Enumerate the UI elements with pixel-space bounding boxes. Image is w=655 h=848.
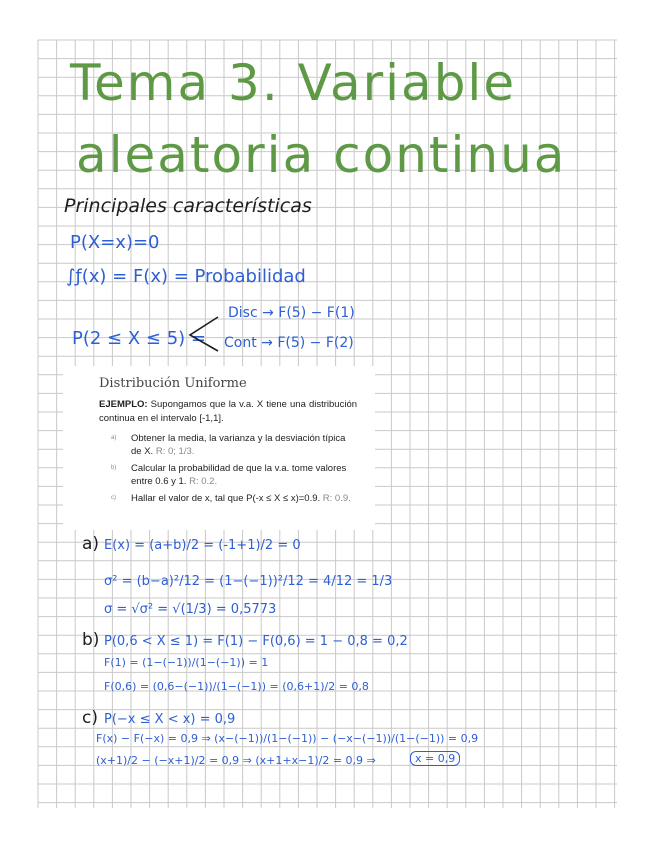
section-subtitle: Principales características <box>64 195 312 217</box>
solution-c-label: c) <box>82 708 98 728</box>
solution-b-f06: F(0,6) = (0,6−(−1))/(1−(−1)) = (0,6+1)/2 = 0,8 <box>104 680 369 693</box>
uniform-distribution-card <box>63 366 375 530</box>
item-answer: R: 0; 1/3. <box>155 446 195 457</box>
page-title-line-1: Tema 3. Variable <box>70 54 517 112</box>
solution-b-main: P(0,6 < X ≤ 1) = F(1) − F(0,6) = 1 − 0,8 = 0,2 <box>104 634 408 649</box>
item-text: Obtener la media, la varianza y la desviación típica de X. <box>131 433 346 457</box>
card-item-c <box>111 492 357 505</box>
item-text: Calcular la probabilidad de que la v.a. tome valores entre 0.6 y 1. <box>131 463 347 487</box>
note-continuous-case: Cont → F(5) − F(2) <box>224 335 354 351</box>
note-integral: ∫ƒ(x) = F(x) = Probabilidad <box>66 266 306 287</box>
item-text: Hallar el valor de x, tal que P(-x ≤ X ≤ x)=0.9. <box>131 493 321 504</box>
note-interval-lhs: P(2 ≤ X ≤ 5) = <box>72 328 206 349</box>
card-item-b <box>111 462 357 488</box>
item-answer: R: 0.2. <box>189 476 218 487</box>
solution-c-step1: F(x) − F(−x) = 0,9 ⇒ (x−(−1))/(1−(−1)) − (−x−(−1))/(1−(−1)) = 0,9 <box>96 732 479 745</box>
item-marker: c) <box>111 495 116 501</box>
solution-a-label: a) <box>82 534 100 554</box>
branch-bracket <box>186 313 220 353</box>
solution-a-variance: σ² = (b−a)²/12 = (1−(−1))²/12 = 4/12 = 1/3 <box>104 574 393 589</box>
note-discrete-case: Disc → F(5) − F(1) <box>228 305 355 321</box>
example-text: Supongamos que la v.a. X tiene una distribución continua en el intervalo [-1,1]. <box>99 399 358 424</box>
solution-a-std: σ = √σ² = √(1/3) = 0,5773 <box>104 602 277 617</box>
solution-c-step2: (x+1)/2 − (−x+1)/2 = 0,9 ⇒ (x+1+x−1)/2 = 0,9 ⇒ <box>96 754 376 767</box>
page-title-line-2: aleatoria continua <box>76 126 567 184</box>
solution-c-result: x = 0,9 <box>410 751 460 766</box>
example-label: EJEMPLO: <box>99 399 148 410</box>
card-item-a <box>111 432 357 458</box>
solution-b-label: b) <box>82 630 100 650</box>
item-marker: a) <box>111 435 117 441</box>
solution-a-mean: E(x) = (a+b)/2 = (-1+1)/2 = 0 <box>104 538 301 553</box>
item-answer: R: 0.9. <box>322 493 351 504</box>
solution-b-f1: F(1) = (1−(−1))/(1−(−1)) = 1 <box>104 656 269 669</box>
note-point-probability: P(X=x)=0 <box>70 232 160 253</box>
solution-c-main: P(−x ≤ X < x) = 0,9 <box>104 712 236 727</box>
card-heading: Distribución Uniforme <box>99 376 247 391</box>
item-marker: b) <box>111 465 117 471</box>
card-example <box>99 398 357 426</box>
